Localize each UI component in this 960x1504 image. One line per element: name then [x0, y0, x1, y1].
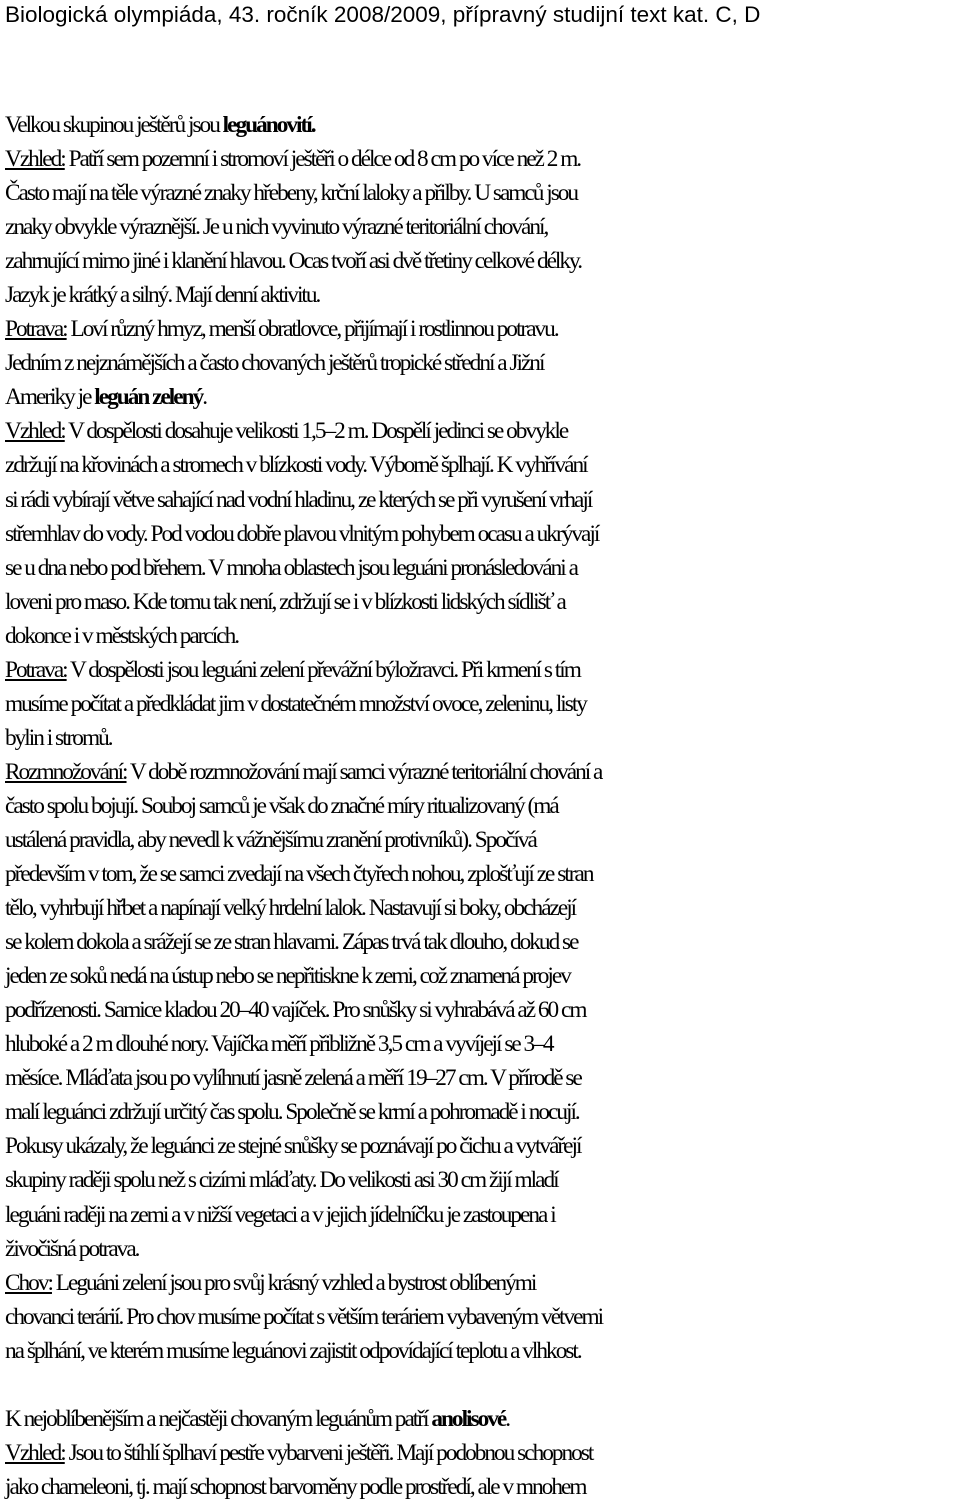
term-bold: leguánovití.: [222, 112, 315, 138]
line-text: .: [505, 1405, 510, 1432]
paragraph-line: [5, 1266, 957, 1300]
paragraph-line: živočišná potrava.: [5, 1235, 139, 1262]
paragraph-line: skupiny raději spolu než s cizími mláďaty. Do velikosti asi 30 cm žijí mladí: [5, 1167, 558, 1194]
paragraph-line: Pokusy ukázaly, že leguánci ze stejné snůšky se poznávají po čichu a vytvářejí: [5, 1133, 581, 1160]
term-bold: leguán zelený: [94, 384, 203, 411]
line-text: Loví různý hmyz, menší obratlovce, přijímají i rostlinnou potravu.: [66, 316, 558, 343]
line-text: Jsou to štíhlí šplhaví pestře vybarveni ještěři. Mají podobnou schopnost: [64, 1439, 593, 1466]
term-bold: anolisové: [431, 1405, 506, 1432]
paragraph-line: [5, 1402, 957, 1436]
paragraph-line: střemhlav do vody. Pod vodou dobře plavou vlnitým pohybem ocasu a ukrývají: [5, 520, 599, 547]
paragraph-line: jako chameleoni, tj. mají schopnost barvoměny podle prostředí, ale v mnohem: [5, 1473, 586, 1500]
paragraph-line: [5, 108, 957, 142]
paragraph-line: loveni pro maso. Kde tomu tak není, zdržují se i v blízkosti lidských sídlišť a: [5, 588, 565, 615]
line-text: V dospělosti jsou leguáni zelení převážní býložravci. Při krmení s tím: [66, 656, 580, 683]
paragraph-line: podřízenosti. Samice kladou 20–40 vajíček. Pro snůšky si vyhrabává až 60 cm: [5, 997, 586, 1024]
heading-potrava: Potrava:: [5, 316, 67, 343]
paragraph-line: bylin i stromů.: [5, 724, 112, 751]
paragraph-line: [5, 755, 957, 789]
paragraph-line: [5, 312, 957, 346]
paragraph-line: dokonce i v městských parcích.: [5, 622, 239, 649]
paragraph-line: Jedním z nejznámějších a často chovaných ještěrů tropické střední a Jižní: [5, 350, 544, 377]
line-text: Patří sem pozemní i stromoví ještěři o délce od 8 cm po více než 2 m.: [64, 146, 581, 173]
heading-rozmnozovani: Rozmnožování:: [5, 758, 127, 785]
paragraph-line: zdržují na křovinách a stromech v blízkosti vody. Výborně šplhají. K vyhřívání: [5, 452, 587, 479]
paragraph-line: Často mají na těle výrazné znaky hřebeny, krční laloky a přilby. U samců jsou: [5, 180, 578, 207]
heading-chov: Chov:: [5, 1269, 52, 1296]
line-text: V době rozmnožování mají samci výrazné teritoriální chování a: [126, 758, 602, 785]
paragraph-line: [5, 142, 957, 176]
paragraph-line: měsíce. Mláďata jsou po vylíhnutí jasně zelená a měří 19–27 cm. V přírodě se: [5, 1065, 581, 1092]
paragraph-line: jeden ze soků nedá na ústup nebo se nepřitiskne k zemi, což znamená projev: [5, 963, 570, 990]
paragraph-line: zahrnující mimo jiné i klanění hlavou. Ocas tvoří asi dvě třetiny celkové délky.: [5, 248, 582, 275]
paragraph-line: na šplhání, ve kterém musíme leguánovi zajistit odpovídající teplotu a vlhkost.: [5, 1337, 581, 1364]
paragraph-line: chovanci terárií. Pro chov musíme počítat s větším teráriem vybaveným větvemi: [5, 1303, 603, 1330]
intro-text: Velkou skupinou ještěrů jsou: [5, 112, 223, 138]
paragraph-line: ustálená pravidla, aby nevedl k vážnějšímu zranění protivníků). Spočívá: [5, 826, 536, 853]
paragraph-line: často spolu bojují. Souboj samců je však do značné míry ritualizovaný (má: [5, 792, 558, 819]
line-text: Ameriky je: [5, 384, 95, 411]
paragraph-line: [5, 1436, 957, 1470]
paragraph-line: [5, 380, 957, 414]
paragraph-line: si rádi vybírají větve sahající nad vodní hladinu, ze kterých se při vyrušení vrhají: [5, 486, 592, 513]
paragraph-line: malí leguánci zdržují určitý čas spolu. Společně se krmí a pohromadě i nocují.: [5, 1099, 579, 1126]
paragraph-line: tělo, vyhrbují hřbet a napínají velký hrdelní lalok. Nastavují si boky, obcházejí: [5, 895, 576, 922]
paragraph-line: především v tom, že se samci zvedají na všech čtyřech nohou, zplošťují ze stran: [5, 861, 593, 888]
line-text: .: [202, 384, 207, 411]
paragraph-line: musíme počítat a předkládat jim v dostatečném množství ovoce, zeleninu, listy: [5, 690, 586, 717]
paragraph-line: se u dna nebo pod břehem. V mnoha oblastech jsou leguáni pronásledováni a: [5, 554, 577, 581]
heading-vzhled: Vzhled:: [5, 146, 65, 173]
paragraph-line: Jazyk je krátký a silný. Mají denní aktivitu.: [5, 282, 320, 309]
heading-vzhled: Vzhled:: [5, 1439, 65, 1466]
paragraph-gap: [5, 1368, 957, 1402]
paragraph-line: hluboké a 2 m dlouhé nory. Vajíčka měří přibližně 3,5 cm a vyvíjejí se 3–4: [5, 1031, 553, 1058]
heading-vzhled: Vzhled:: [5, 418, 65, 445]
intro-text: K nejoblíbenějším a nejčastěji chovaným leguánům patří: [5, 1405, 432, 1432]
page-header: Biologická olympiáda, 43. ročník 2008/2009, přípravný studijní text kat. C, D: [5, 2, 761, 27]
heading-potrava: Potrava:: [5, 656, 67, 683]
paragraph-line: leguáni raději na zemi a v nižší vegetaci a v jejich jídelníčku je zastoupena i: [5, 1201, 555, 1228]
paragraph-line: [5, 414, 957, 448]
paragraph-line: znaky obvykle výraznější. Je u nich vyvinuto výrazné teritoriální chování,: [5, 214, 548, 241]
paragraph-line: [5, 653, 957, 687]
line-text: V dospělosti dosahuje velikosti 1,5–2 m. Dospělí jedinci se obvykle: [64, 418, 568, 445]
paragraph-line: se kolem dokola a srážejí se ze stran hlavami. Zápas trvá tak dlouho, dokud se: [5, 929, 578, 956]
line-text: Leguáni zelení jsou pro svůj krásný vzhled a bystrost oblíbenými: [51, 1269, 536, 1296]
document-body: [5, 108, 957, 1504]
